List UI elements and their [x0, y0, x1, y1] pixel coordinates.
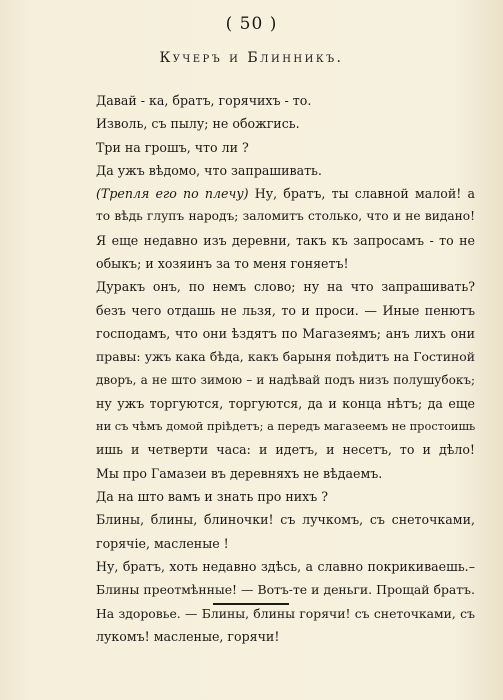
dialogue-text — [96, 89, 475, 648]
text-line: Дуракъ онъ, по немъ слово; ну на что запрашивать? — [96, 279, 475, 295]
end-rule — [213, 603, 289, 605]
text-line: Давай - ка, братъ, горячихъ - то. — [96, 93, 312, 108]
text-line: лукомъ! масленые, горячи! — [96, 628, 280, 644]
stage-direction-line — [96, 182, 475, 205]
text-line: господамъ, что они ѣздятъ по Магазеямъ; анъ лихъ они — [96, 325, 475, 341]
text-line: Блины преотмѣнные! — Вотъ-те и деньги. Прощай братъ. — [96, 582, 475, 598]
text-line: правы: ужъ кака бѣда, какъ барыня поѣдитъ на Гостиной — [96, 349, 475, 365]
text-line-rest: Ну, братъ, ты славной малой! а — [248, 186, 475, 202]
text-line: Я еще недавно изъ деревни, такъ къ запросамъ - то не — [96, 232, 475, 248]
page-title: Кучеръ и Блинникъ. — [159, 50, 344, 66]
text-line: ну ужъ торгуются, торгуются, да и конца нѣтъ; да еще — [96, 395, 475, 411]
text-line: Да ужъ вѣдомо, что запрашивать. — [96, 162, 322, 178]
stage-direction: (Трепля его по плечу) — [96, 186, 249, 202]
text-line: ишь и четверти часа: и идетъ, и несетъ, то и дѣло! — [96, 442, 475, 458]
text-line: Блины, блины, блиночки! съ лучкомъ, съ снеточками, — [96, 512, 475, 528]
text-line: обыкъ; и хозяинъ за то меня гоняетъ! — [96, 256, 349, 272]
text-line: ни съ чѣмъ домой прiѣдетъ; а передъ магазеемъ не простоишь — [96, 419, 475, 434]
text-line: Мы про Гамазеи въ деревняхъ не вѣдаемъ. — [96, 465, 383, 481]
text-line: Изволь, съ пылу; не обожгись. — [96, 116, 300, 132]
text-line: горячiе, масленые ! — [96, 535, 229, 551]
text-line: дворъ, а не што зимою – и надѣвай подъ низъ полушубокъ; — [96, 372, 475, 387]
text-line: Да на што вамъ и знать про нихъ ? — [96, 489, 329, 505]
text-line: На здоровье. — Блины, блины горячи! съ снеточками, съ — [96, 605, 475, 621]
text-line: Три на грошъ, что ли ? — [96, 139, 249, 155]
page-number: ( 50 ) — [225, 14, 278, 34]
text-line: то вѣдь глупъ народъ; заломитъ столько, что и не видано! — [96, 209, 475, 224]
text-line: безъ чего отдашь не льзя, то и проси. — Иные пенютъ — [96, 302, 475, 318]
text-line: Ну, братъ, хоть недавно здѣсь, а славно покрикиваешь.– — [96, 558, 475, 574]
